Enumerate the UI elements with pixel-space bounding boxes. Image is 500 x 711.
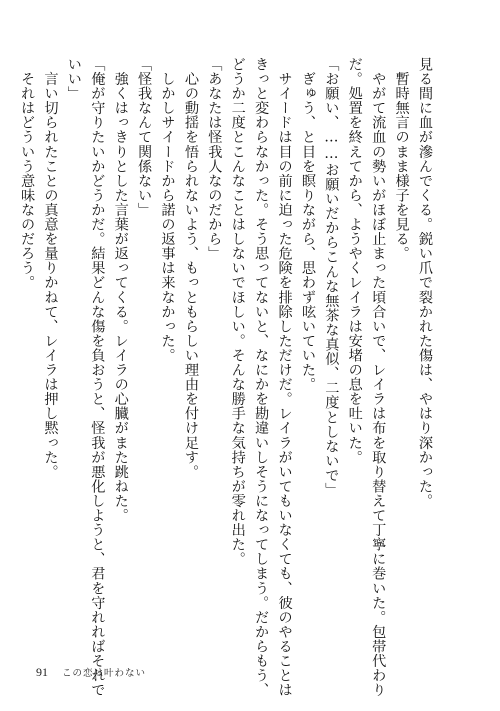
text-line: やがて流血の勢いがほぼ止まった頃合いで、レイラは布を取り替えて丁寧に巻いた。包帯代わり (370, 57, 387, 698)
text-line: どうか二度とこんなことはしないでほしい。そんな勝手な気持ちが零れ出た。 (229, 57, 246, 567)
text-line: 「お願い、……お願いだからこんな無茶な真似、二度としないで」 (323, 57, 340, 498)
text-line: 「あなたは怪我人なのだから」 (206, 57, 223, 261)
text-line: 暫時無言のまま様子を見る。 (393, 57, 410, 261)
text-line: 強くはっきりとした言葉が返ってくる。レイラの心臓がまた跳ねた。 (112, 57, 129, 523)
text-line: しかしサイードから諾の返事は来なかった。 (159, 57, 176, 363)
text-line: それはどういう意味なのだろう。 (19, 57, 36, 290)
text-line: いい」 (65, 57, 82, 101)
text-line: 見る間に血が滲んでくる。鋭い爪で裂かれた傷は、やはり深かった。 (417, 57, 433, 509)
text-line: 「俺が守りたいかどうかだ。結果どんな傷を負おうと、怪我が悪化しようと、君を守れればそれで (89, 57, 106, 698)
text-line: 言い切られたことの真意を量りかねて、レイラは押し黙った。 (42, 57, 59, 479)
text-line: 「怪我なんて関係ない」 (136, 57, 153, 218)
text-line: だ。処置を終えてから、ようやくレイラは安堵の息を吐いた。 (346, 57, 363, 465)
text-line: きっと変わらなかった。そう思ってないと、なにかを勘違いしそうになってしまう。だからもう、 (253, 57, 270, 698)
book-title: この恋は叶わない (62, 668, 147, 679)
page-number: 91 (36, 665, 48, 679)
text-line: サイードは目の前に迫った危険を排除しただけだ。レイラがいてもいなくても、彼のやることは (276, 57, 293, 698)
page-footer (36, 665, 146, 680)
text-line: ぎゅう、と目を瞑りながら、思わず呟いていた。 (299, 57, 316, 392)
text-line: 心の動揺を悟られないよう、もっともらしい理由を付け足す。 (182, 57, 199, 479)
